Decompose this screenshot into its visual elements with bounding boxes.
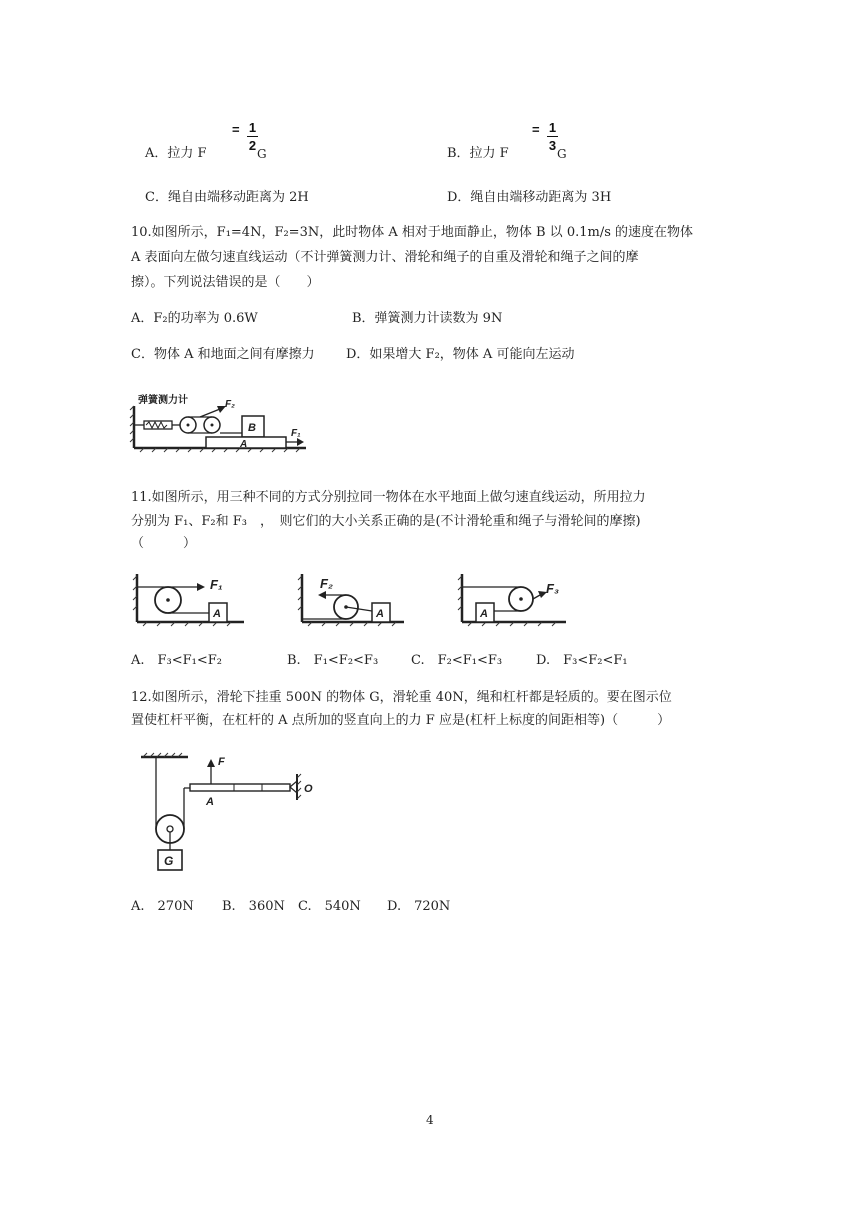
q11-block-a3: A xyxy=(480,608,488,620)
q12-option-a: A. 270N xyxy=(131,899,194,914)
q12-a-label: A xyxy=(206,796,214,808)
q12-option-c: C. 540N xyxy=(298,899,361,914)
q9-option-d: D．绳自由端移动距离为 3H xyxy=(447,190,612,205)
q11-stem-line2: 分别为 F₁、F₂和 F₃ ， 则它们的大小关系正确的是(不计滑轮重和绳子与滑轮间的摩擦) xyxy=(131,514,641,529)
q11-option-d: D. F₃<F₂<F₁ xyxy=(536,653,628,668)
q11-f1-label: F₁ xyxy=(210,577,223,592)
q10-spring-label: 弹簧测力计 xyxy=(138,395,188,406)
q12-o-label: O xyxy=(304,783,313,795)
q10-block-b-label: B xyxy=(248,422,256,434)
q11-stem-line3: （ ） xyxy=(131,536,197,551)
q11-stem-line1: 11.如图所示，用三种不同的方式分别拉同一物体在水平地面上做匀速直线运动，所用拉力 xyxy=(131,490,646,505)
q9-option-a-label: A．拉力 F xyxy=(145,146,207,161)
q9-option-a-g: G xyxy=(257,147,267,161)
q12-stem-line1: 12.如图所示，滑轮下挂重 500N 的物体 G，滑轮重 40N，绳和杠杆都是轻质的。要在图示位 xyxy=(131,690,672,705)
q10-option-b: B．弹簧测力计读数为 9N xyxy=(352,311,503,326)
q12-block-g-label: G xyxy=(164,854,174,868)
q11-option-b: B. F₁<F₂<F₃ xyxy=(287,653,379,668)
q10-stem-line1: 10.如图所示，F₁=4N，F₂=3N，此时物体 A 相对于地面静止，物体 B 以 0.1m/s 的速度在物体 xyxy=(131,225,694,240)
q12-f-label: F xyxy=(218,756,225,768)
q9-option-a-fraction: 1 2 xyxy=(248,120,257,153)
q10-f1-label: F₁ xyxy=(291,428,301,439)
q11-option-a: A. F₃<F₁<F₂ xyxy=(131,653,223,668)
q12-option-b: B. 360N xyxy=(222,899,285,914)
q12-option-d: D. 720N xyxy=(387,899,451,914)
q9-option-b-label: B．拉力 F xyxy=(447,146,509,161)
q12-stem-line2: 置使杠杆平衡，在杠杆的 A 点所加的竖直向上的力 F 应是(杠杆上标度的间距相等)（ ） xyxy=(131,713,671,728)
q9-option-b-fraction: 1 3 xyxy=(548,120,557,153)
q9-option-a-equals: = xyxy=(232,122,240,137)
q10-option-c: C．物体 A 和地面之间有摩擦力 xyxy=(131,347,315,362)
q11-block-a2: A xyxy=(376,608,384,620)
q11-option-c: C. F₂<F₁<F₃ xyxy=(411,653,503,668)
q10-stem-line3: 擦）。下列说法错误的是（ ） xyxy=(131,275,320,290)
q10-f2-label: F₂ xyxy=(225,399,235,410)
q10-option-d: D．如果增大 F₂，物体 A 可能向左运动 xyxy=(346,347,575,362)
q10-block-a-label: A xyxy=(240,439,248,450)
q11-f2-label: F₂ xyxy=(320,576,333,591)
page-number: 4 xyxy=(426,1113,434,1127)
q10-option-a: A．F₂的功率为 0.6W xyxy=(131,311,258,326)
q11-f3-label: F₃ xyxy=(546,581,559,596)
q11-block-a1: A xyxy=(213,608,221,620)
q9-option-c: C．绳自由端移动距离为 2H xyxy=(145,190,309,205)
q9-option-b-g: G xyxy=(557,147,567,161)
q10-stem-line2: A 表面向左做匀速直线运动（不计弹簧测力计、滑轮和绳子的自重及滑轮和绳子之间的摩 xyxy=(131,250,639,265)
q9-option-b-equals: = xyxy=(532,122,540,137)
